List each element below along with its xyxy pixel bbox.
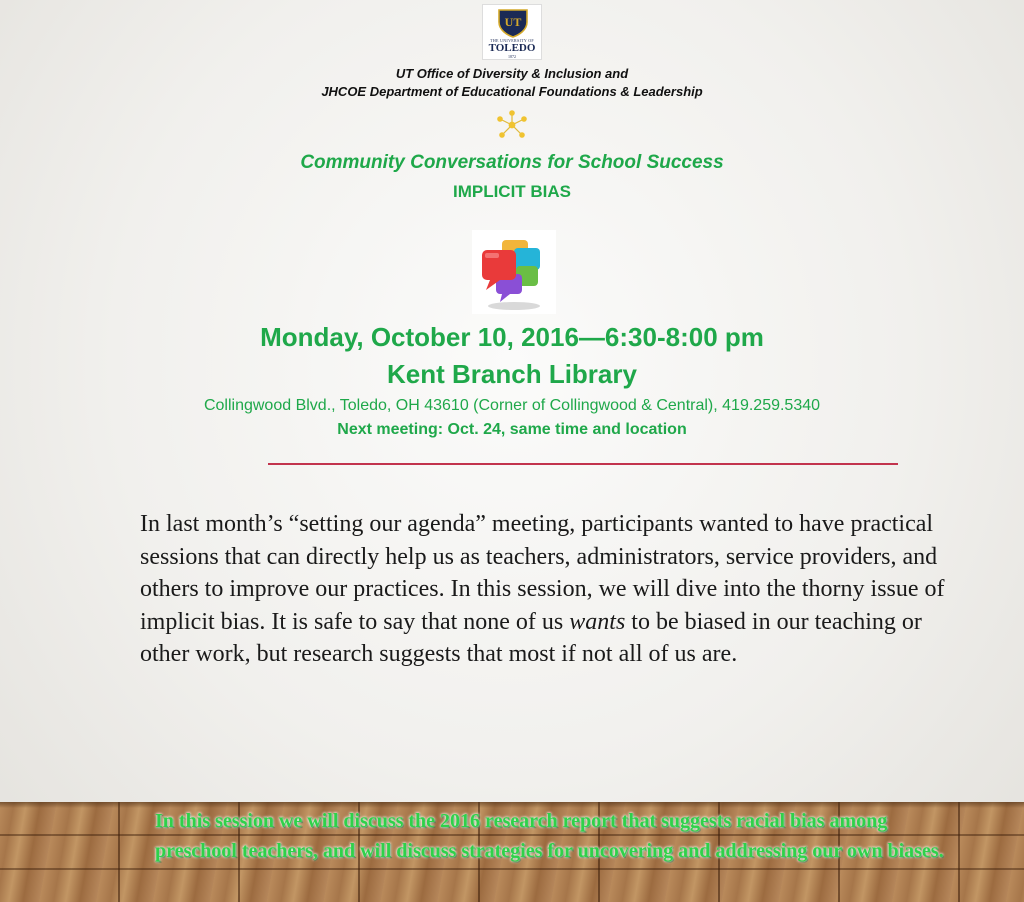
series-title: Community Conversations for School Success (300, 152, 724, 173)
session-topic: IMPLICIT BIAS (452, 182, 572, 201)
university-logo (482, 4, 542, 60)
logo-name: TOLEDO (488, 42, 536, 54)
body-text-before: In last month’s “setting our agenda” meeting, participants wanted to have practical sessions that can directly help us as teachers, administrators, service providers, and others to improve our practices. In this session, we will dive into the thorny issue of implicit bias. It is safe to say that none of us (140, 511, 945, 635)
university-shield-icon (497, 8, 529, 38)
footer-text: In this session we will discuss the 2016 research report that suggests racial bias among preschool teachers, and will discuss strategies for uncovering and addressing our own biases. (155, 810, 944, 862)
event-venue: Kent Branch Library (387, 359, 637, 389)
body-emphasis: wants (569, 608, 626, 635)
star-network-icon (494, 109, 530, 141)
body-text-after: to be biased in our teaching or other work, but research suggests that most if not all of us are. (140, 608, 922, 667)
event-date-time: Monday, October 10, 2016—6:30-8:00 pm (260, 322, 764, 352)
logo-year: 1872 (508, 54, 516, 59)
logo-emblem-text: UT (504, 15, 522, 29)
org-line-2: JHCOE Department of Educational Foundations & Leadership (321, 84, 703, 99)
logo-small-text: THE UNIVERSITY OF (490, 38, 534, 43)
speech-bubbles-icon (472, 230, 556, 314)
divider-rule (268, 463, 898, 465)
event-address: Collingwood Blvd., Toledo, OH 43610 (Corner of Collingwood & Central), 419.259.5340 (203, 397, 821, 414)
body-paragraph (140, 508, 960, 671)
next-meeting: Next meeting: Oct. 24, same time and location (337, 421, 687, 438)
org-line-1: UT Office of Diversity & Inclusion and (395, 66, 629, 81)
